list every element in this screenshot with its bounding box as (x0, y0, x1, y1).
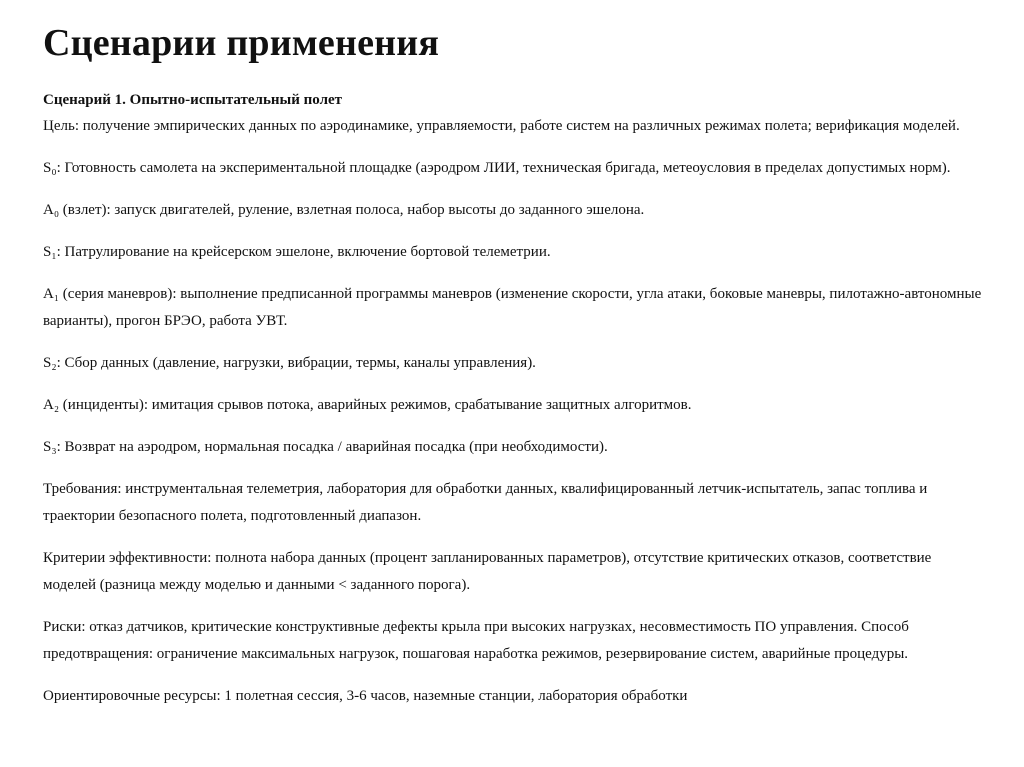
paragraph-a0: A₀ (взлет): запуск двигателей, руление, взлетная полоса, набор высоты до заданного эшелона. (43, 202, 645, 218)
paragraph-goal: Цель: получение эмпирических данных по аэродинамике, управляемости, работе систем на различных режимах полета; верификация моделей. (43, 118, 960, 134)
document-page (43, 0, 983, 767)
paragraph-s0: S₀: Готовность самолета на экспериментальной площадке (аэродром ЛИИ, техническая бригада, метеоусловия в пределах допустимых норм). (43, 160, 951, 176)
paragraph-a2: A₂ (инциденты): имитация срывов потока, аварийных режимов, срабатывание защитных алгоритмов. (43, 397, 692, 413)
paragraph-resources: Ориентировочные ресурсы: 1 полетная сессия, 3-6 часов, наземные станции, лаборатория обработки (43, 688, 688, 704)
paragraph-requirements: Требования: инструментальная телеметрия, лаборатория для обработки данных, квалифицированный летчик-испытатель, запас топлива и траектории безопасного полета, подготовленный диапазон. (43, 481, 928, 524)
paragraph-s1: S₁: Патрулирование на крейсерском эшелоне, включение бортовой телеметрии. (43, 244, 551, 260)
paragraph-s3: S₃: Возврат на аэродром, нормальная посадка / аварийная посадка (при необходимости). (43, 439, 608, 455)
scenario-heading: Сценарий 1. Опытно-испытательный полет (43, 92, 343, 108)
paragraph-a1: A₁ (серия маневров): выполнение предписанной программы маневров (изменение скорости, угла атаки, боковые маневры, пилотажно-автономные варианты), прогон БРЭО, работа УВТ. (43, 286, 982, 329)
paragraph-risks: Риски: отказ датчиков, критические конструктивные дефекты крыла при высоких нагрузках, несовместимость ПО управления. Способ предотвращения: ограничение максимальных нагрузок, пошаговая наработка режимов, резервирование систем, аварийные процедуры. (43, 619, 909, 662)
paragraph-s2: S₂: Сбор данных (давление, нагрузки, вибрации, термы, каналы управления). (43, 355, 536, 371)
page-title: Сценарии применения (43, 22, 440, 64)
paragraph-criteria: Критерии эффективности: полнота набора данных (процент запланированных параметров), отсутствие критических отказов, соответствие моделей (разница между моделью и данными < заданного порога). (43, 550, 932, 593)
